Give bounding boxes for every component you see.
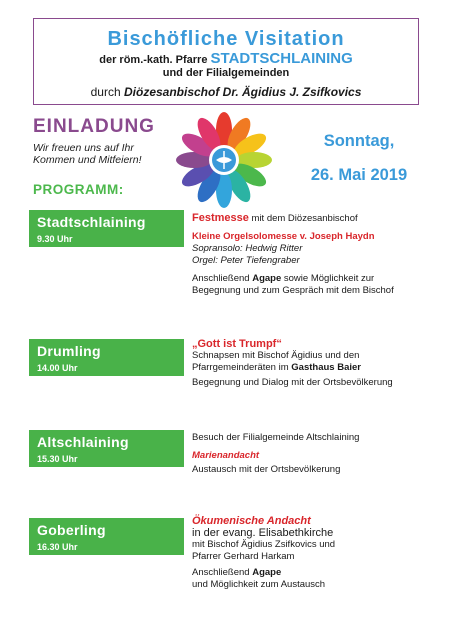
event-title: Ökumenische Andacht [192, 515, 311, 527]
program-heading: PROGRAMM: [33, 182, 124, 197]
detail-line: Austausch mit der Ortsbevölkerung [192, 464, 341, 475]
detail-bold: Gasthaus Baier [291, 362, 361, 373]
detail-line: Begegnung und Dialog mit der Ortsbevölkerung [192, 377, 393, 388]
bishop-name: Diözesanbischof Dr. Ägidius J. Zsifkovics [123, 85, 362, 99]
page-title: Bischöfliche Visitation [107, 28, 345, 50]
detail-text: mit dem Diözesanbischof [248, 213, 358, 224]
date-day: 26. Mai 2019 [310, 166, 408, 184]
invitation-text [33, 142, 142, 166]
event-title: Festmesse [192, 212, 249, 224]
detail-text: Pfarrgemeinderäten im [192, 362, 292, 373]
bishop-prefix: durch [90, 85, 121, 99]
detail-line: Orgel: Peter Tiefengraber [192, 255, 300, 266]
event-title: „Gott ist Trumpf“ [192, 338, 282, 350]
header-parish-line [34, 52, 418, 67]
station-name: Altschlaining [37, 434, 129, 450]
station-stadtschlaining-details [192, 212, 437, 297]
detail-text: sowie Möglichkeit zur [281, 273, 375, 284]
detail-line: mit Bischof Ägidius Zsifkovics und [192, 539, 336, 550]
event-title: Marienandacht [192, 450, 260, 461]
detail-line [192, 212, 437, 225]
station-altschlaining [29, 430, 184, 467]
detail-line: Besuch der Filialgemeinde Altschlaining [192, 432, 360, 443]
detail-line: Begegnung und zum Gespräch mit dem Bischof [192, 285, 394, 296]
station-stadtschlaining [29, 210, 184, 247]
detail-bold: Agape [252, 273, 282, 284]
date-weekday: Sonntag, [323, 132, 395, 150]
header-bishop-line [34, 85, 418, 99]
station-altschlaining-details [192, 432, 437, 476]
detail-line [192, 273, 437, 285]
station-time: 16.30 Uhr [37, 542, 78, 552]
detail-line [192, 362, 437, 374]
station-name: Drumling [37, 343, 101, 359]
event-title: Kleine Orgelsolomesse v. Joseph Haydn [192, 231, 375, 242]
header-branch-line: und der Filialgemeinden [162, 67, 290, 79]
flower-logo-icon [170, 110, 278, 210]
detail-text: Anschließend [192, 567, 253, 578]
parish-prefix: der röm.-kath. Pfarre [99, 54, 208, 66]
invitation-heading: EINLADUNG [33, 116, 155, 137]
detail-line: Schnapsen mit Bischof Ägidius und den [192, 350, 360, 361]
detail-line: Pfarrer Gerhard Harkam [192, 551, 295, 562]
station-time: 15.30 Uhr [37, 454, 78, 464]
detail-line: und Möglichkeit zum Austausch [192, 579, 326, 590]
station-time: 9.30 Uhr [37, 234, 73, 244]
station-drumling-details [192, 338, 437, 389]
parish-name: STADTSCHLAINING [210, 50, 353, 67]
detail-bold: Agape [252, 567, 282, 578]
detail-line: Sopransolo: Hedwig Ritter [192, 243, 303, 254]
station-drumling [29, 339, 184, 376]
invitation-line-2: Kommen und Mitfeiern! [33, 154, 142, 166]
detail-line: in der evang. Elisabethkirche [192, 527, 334, 539]
invitation-line-1: Wir freuen uns auf Ihr [33, 142, 134, 154]
date-block [284, 124, 434, 192]
station-goberling-details [192, 515, 437, 591]
station-goberling [29, 518, 184, 555]
station-name: Goberling [37, 522, 106, 538]
header-box [33, 18, 419, 105]
detail-line [192, 567, 437, 579]
station-time: 14.00 Uhr [37, 363, 78, 373]
detail-text: Anschließend [192, 273, 253, 284]
station-name: Stadtschlaining [37, 214, 146, 230]
